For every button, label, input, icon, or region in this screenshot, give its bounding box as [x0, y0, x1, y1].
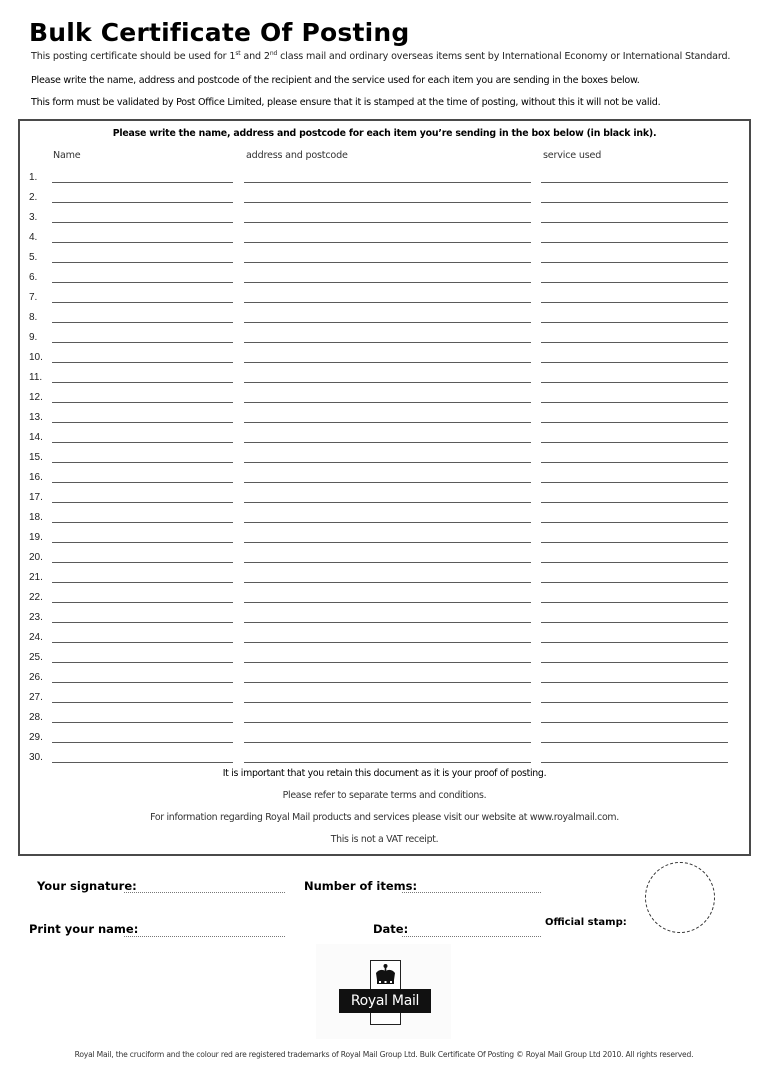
note-proof-of-posting: It is important that you retain this document as it is your proof of posting. — [222, 768, 547, 779]
recipient-name-field[interactable] — [52, 302, 233, 303]
service-used-field[interactable] — [541, 362, 728, 363]
recipient-name-field[interactable] — [52, 482, 233, 483]
address-postcode-field[interactable] — [244, 442, 531, 443]
row-number: 13. — [29, 412, 43, 424]
row-number: 18. — [29, 512, 43, 524]
service-used-field[interactable] — [541, 322, 728, 323]
service-used-field[interactable] — [541, 262, 728, 263]
row-number: 23. — [29, 612, 43, 624]
item-row — [20, 550, 749, 570]
service-used-field[interactable] — [541, 302, 728, 303]
service-used-field[interactable] — [541, 422, 728, 423]
service-used-field[interactable] — [541, 282, 728, 283]
service-used-field[interactable] — [541, 522, 728, 523]
item-row — [20, 710, 749, 730]
recipient-name-field[interactable] — [52, 602, 233, 603]
items-form-box — [18, 119, 751, 856]
recipient-name-field[interactable] — [52, 662, 233, 663]
address-postcode-field[interactable] — [244, 682, 531, 683]
row-number: 17. — [29, 492, 43, 504]
item-row — [20, 630, 749, 650]
crown-icon — [372, 963, 399, 987]
superscript-nd: nd — [269, 49, 278, 57]
address-postcode-field[interactable] — [244, 762, 531, 763]
item-row — [20, 330, 749, 350]
row-number: 26. — [29, 672, 43, 684]
service-used-field[interactable] — [541, 242, 728, 243]
row-number: 22. — [29, 592, 43, 604]
recipient-name-field[interactable] — [52, 402, 233, 403]
item-row — [20, 610, 749, 630]
address-postcode-field[interactable] — [244, 522, 531, 523]
service-used-field[interactable] — [541, 482, 728, 483]
intro-usage-text — [31, 51, 730, 62]
address-postcode-field[interactable] — [244, 742, 531, 743]
address-postcode-field[interactable] — [244, 282, 531, 283]
service-used-field[interactable] — [541, 342, 728, 343]
service-used-field[interactable] — [541, 742, 728, 743]
row-number: 20. — [29, 552, 43, 564]
item-row — [20, 570, 749, 590]
service-used-field[interactable] — [541, 642, 728, 643]
service-used-field[interactable] — [541, 462, 728, 463]
row-number: 28. — [29, 712, 43, 724]
service-used-field[interactable] — [541, 502, 728, 503]
address-postcode-field[interactable] — [244, 542, 531, 543]
recipient-name-field[interactable] — [52, 422, 233, 423]
row-number: 27. — [29, 692, 43, 704]
row-number: 14. — [29, 432, 43, 444]
row-number: 29. — [29, 732, 43, 744]
recipient-name-field[interactable] — [52, 582, 233, 583]
intro-validation-text: This form must be validated by Post Office Limited, please ensure that it is stamped at the time of posting, without this it will not be valid. — [31, 97, 661, 108]
item-row — [20, 690, 749, 710]
print-name-label: Print your name: — [29, 922, 139, 936]
date-field[interactable] — [402, 936, 541, 937]
item-row — [20, 310, 749, 330]
item-row — [20, 530, 749, 550]
service-used-field[interactable] — [541, 602, 728, 603]
item-row — [20, 170, 749, 190]
recipient-name-field[interactable] — [52, 442, 233, 443]
recipient-name-field[interactable] — [52, 202, 233, 203]
address-postcode-field[interactable] — [244, 642, 531, 643]
address-postcode-field[interactable] — [244, 382, 531, 383]
service-used-field[interactable] — [541, 762, 728, 763]
address-postcode-field[interactable] — [244, 662, 531, 663]
address-postcode-field[interactable] — [244, 502, 531, 503]
row-number: 1. — [29, 172, 38, 183]
signature-field[interactable] — [124, 892, 285, 893]
address-postcode-field[interactable] — [244, 482, 531, 483]
service-used-field[interactable] — [541, 202, 728, 203]
row-number: 21. — [29, 572, 43, 584]
address-postcode-field[interactable] — [244, 562, 531, 563]
address-postcode-field[interactable] — [244, 342, 531, 343]
service-used-field[interactable] — [541, 382, 728, 383]
service-used-field[interactable] — [541, 402, 728, 403]
address-postcode-field[interactable] — [244, 302, 531, 303]
recipient-name-field[interactable] — [52, 362, 233, 363]
recipient-name-field[interactable] — [52, 562, 233, 563]
superscript-st: st — [235, 49, 241, 57]
service-used-field[interactable] — [541, 542, 728, 543]
item-row — [20, 590, 749, 610]
recipient-name-field[interactable] — [52, 522, 233, 523]
address-postcode-field[interactable] — [244, 242, 531, 243]
royal-mail-logo-text: Royal Mail — [339, 989, 431, 1013]
recipient-name-field[interactable] — [52, 702, 233, 703]
column-header-name: Name — [53, 150, 81, 161]
row-number: 3. — [29, 212, 38, 224]
row-number: 12. — [29, 392, 43, 404]
service-used-field[interactable] — [541, 222, 728, 223]
date-label: Date: — [373, 922, 409, 936]
row-number: 9. — [29, 332, 38, 344]
address-postcode-field[interactable] — [244, 602, 531, 603]
intro-text-part: This posting certificate should be used for 1 — [31, 51, 236, 62]
row-number: 4. — [29, 232, 38, 244]
recipient-name-field[interactable] — [52, 722, 233, 723]
note-vat: This is not a VAT receipt. — [330, 834, 439, 845]
column-header-address: address and postcode — [246, 150, 348, 161]
row-number: 5. — [29, 252, 38, 264]
number-of-items-field[interactable] — [402, 892, 541, 893]
item-rows — [20, 170, 749, 770]
column-header-service: service used — [543, 150, 602, 161]
service-used-field[interactable] — [541, 182, 728, 183]
note-terms: Please refer to separate terms and conditions. — [282, 790, 487, 801]
recipient-name-field[interactable] — [52, 502, 233, 503]
address-postcode-field[interactable] — [244, 362, 531, 363]
number-of-items-label: Number of items: — [304, 879, 418, 893]
item-row — [20, 650, 749, 670]
row-number: 10. — [29, 352, 43, 364]
intro-text-part: class mail and ordinary overseas items sent by International Economy or International Standard. — [277, 51, 731, 62]
page-title: Bulk Certificate Of Posting — [29, 18, 410, 47]
recipient-name-field[interactable] — [52, 762, 233, 763]
recipient-name-field[interactable] — [52, 642, 233, 643]
item-row — [20, 350, 749, 370]
recipient-name-field[interactable] — [52, 342, 233, 343]
item-row — [20, 450, 749, 470]
row-number: 7. — [29, 292, 38, 304]
item-row — [20, 370, 749, 390]
note-website: For information regarding Royal Mail products and services please visit our website at www.royalmail.com. — [150, 812, 619, 823]
service-used-field[interactable] — [541, 702, 728, 703]
item-row — [20, 250, 749, 270]
item-row — [20, 230, 749, 250]
row-number: 6. — [29, 272, 38, 284]
item-row — [20, 410, 749, 430]
row-number: 16. — [29, 472, 43, 484]
row-number: 15. — [29, 452, 43, 464]
item-row — [20, 470, 749, 490]
item-row — [20, 430, 749, 450]
row-number: 2. — [29, 192, 38, 204]
print-name-field[interactable] — [124, 936, 285, 937]
row-number: 8. — [29, 312, 38, 324]
service-used-field[interactable] — [541, 682, 728, 683]
address-postcode-field[interactable] — [244, 402, 531, 403]
signature-label: Your signature: — [37, 879, 137, 893]
address-postcode-field[interactable] — [244, 462, 531, 463]
recipient-name-field[interactable] — [52, 322, 233, 323]
address-postcode-field[interactable] — [244, 582, 531, 583]
service-used-field[interactable] — [541, 582, 728, 583]
recipient-name-field[interactable] — [52, 742, 233, 743]
item-row — [20, 190, 749, 210]
row-number: 30. — [29, 752, 43, 764]
row-number: 25. — [29, 652, 43, 664]
recipient-name-field[interactable] — [52, 542, 233, 543]
item-row — [20, 510, 749, 530]
row-number: 19. — [29, 532, 43, 544]
recipient-name-field[interactable] — [52, 622, 233, 623]
address-postcode-field[interactable] — [244, 322, 531, 323]
official-stamp-area — [645, 862, 715, 933]
row-number: 11. — [29, 372, 43, 384]
address-postcode-field[interactable] — [244, 262, 531, 263]
item-row — [20, 210, 749, 230]
form-heading: Please write the name, address and postcode for each item you’re sending in the box below (in black ink). — [112, 128, 657, 139]
recipient-name-field[interactable] — [52, 682, 233, 683]
address-postcode-field[interactable] — [244, 202, 531, 203]
recipient-name-field[interactable] — [52, 242, 233, 243]
item-row — [20, 490, 749, 510]
address-postcode-field[interactable] — [244, 422, 531, 423]
service-used-field[interactable] — [541, 442, 728, 443]
service-used-field[interactable] — [541, 722, 728, 723]
item-row — [20, 670, 749, 690]
recipient-name-field[interactable] — [52, 382, 233, 383]
recipient-name-field[interactable] — [52, 462, 233, 463]
address-postcode-field[interactable] — [244, 622, 531, 623]
item-row — [20, 390, 749, 410]
row-number: 24. — [29, 632, 43, 644]
recipient-name-field[interactable] — [52, 282, 233, 283]
address-postcode-field[interactable] — [244, 702, 531, 703]
address-postcode-field[interactable] — [244, 182, 531, 183]
form-notes — [20, 768, 749, 856]
service-used-field[interactable] — [541, 662, 728, 663]
intro-text-part: and 2 — [240, 51, 270, 62]
item-row — [20, 270, 749, 290]
service-used-field[interactable] — [541, 562, 728, 563]
recipient-name-field[interactable] — [52, 182, 233, 183]
recipient-name-field[interactable] — [52, 262, 233, 263]
address-postcode-field[interactable] — [244, 722, 531, 723]
item-row — [20, 290, 749, 310]
service-used-field[interactable] — [541, 622, 728, 623]
address-postcode-field[interactable] — [244, 222, 531, 223]
intro-instructions-text: Please write the name, address and postcode of the recipient and the service used for each item you are sending in the boxes below. — [31, 75, 640, 86]
footer-trademark-text: Royal Mail, the cruciform and the colour red are registered trademarks of Royal Mail Group Ltd. Bulk Certificate Of Posting © Royal Mail Group Ltd 2010. All rights reserved. — [74, 1050, 694, 1059]
item-row — [20, 730, 749, 750]
recipient-name-field[interactable] — [52, 222, 233, 223]
official-stamp-label: Official stamp: — [545, 917, 627, 928]
